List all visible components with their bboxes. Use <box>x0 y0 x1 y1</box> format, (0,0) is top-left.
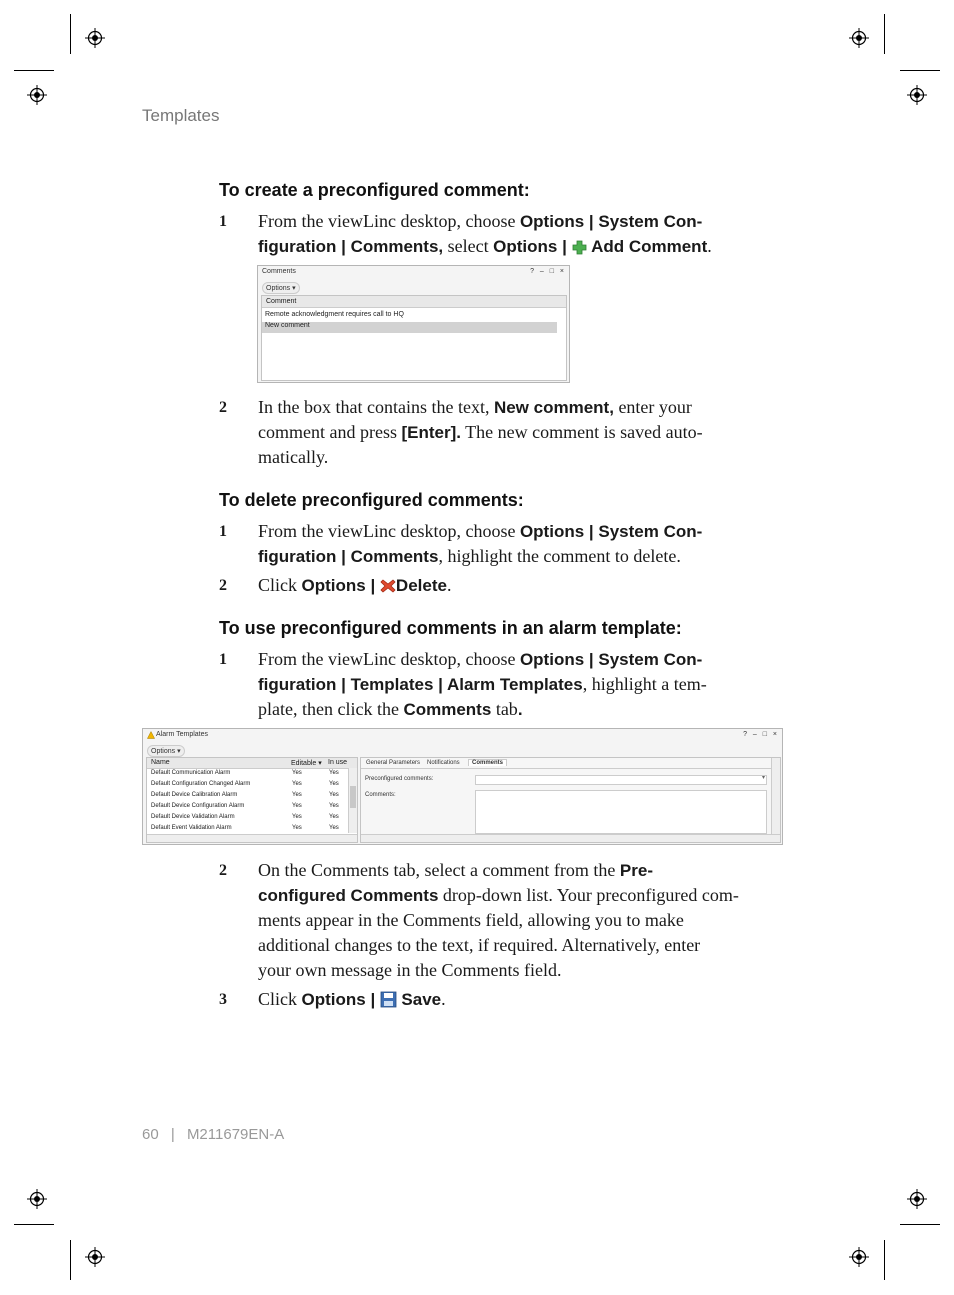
comments-grid <box>261 295 567 381</box>
step-text: From the viewLinc desktop, choose Options | System Con- figuration | Templates | Alarm Templates, highlight a tem- plate, then click the Comments tab. <box>258 649 707 719</box>
step-number: 1 <box>219 523 227 540</box>
templates-grid <box>146 757 358 843</box>
window-controls[interactable]: ? – □ × <box>743 731 779 738</box>
step-number: 3 <box>219 991 227 1008</box>
table-row[interactable]: Default Event Validation Alarm Yes Yes <box>151 825 339 831</box>
tab-notifications[interactable]: Notifications <box>427 760 460 766</box>
table-row[interactable]: Default Configuration Changed Alarm Yes Yes <box>151 781 339 787</box>
add-icon <box>572 240 587 255</box>
vertical-scrollbar[interactable] <box>348 768 357 833</box>
heading-use-comments: To use preconfigured comments in an alarm template: <box>219 618 682 638</box>
step-text: From the viewLinc desktop, choose Options | System Con- figuration | Comments, highlight the comment to delete. <box>258 521 703 566</box>
column-editable[interactable]: Editable ▾ <box>291 760 322 767</box>
crop-mark <box>70 14 71 54</box>
page-number: 60 <box>142 1126 159 1143</box>
registration-mark-icon <box>907 85 927 105</box>
options-button[interactable]: Options ▾ <box>262 282 300 294</box>
registration-mark-icon <box>27 85 47 105</box>
crop-mark <box>14 1224 54 1225</box>
warning-icon <box>147 731 155 739</box>
step-number: 2 <box>219 862 227 879</box>
table-row[interactable]: Default Communication Alarm Yes Yes <box>151 770 339 776</box>
crop-mark <box>900 1224 940 1225</box>
list-item[interactable]: Remote acknowledgment requires call to HQ <box>265 311 404 318</box>
registration-mark-icon <box>907 1189 927 1209</box>
column-name[interactable]: Name <box>151 759 170 766</box>
page-footer <box>142 1126 284 1143</box>
step-text: From the viewLinc desktop, choose Options | System Con- figuration | Comments, select Options | Add Comment. <box>258 211 712 256</box>
tab-general-parameters[interactable]: General Parameters <box>366 760 421 766</box>
step-number: 1 <box>219 213 227 230</box>
table-row[interactable]: Default Device Configuration Alarm Yes Yes <box>151 803 339 809</box>
registration-mark-icon <box>85 28 105 48</box>
delete-icon <box>380 578 396 594</box>
save-icon <box>380 991 397 1008</box>
window-controls[interactable]: ? – □ × <box>530 268 566 275</box>
heading-create-comment: To create a preconfigured comment: <box>219 180 530 200</box>
horizontal-scrollbar[interactable] <box>147 834 357 842</box>
list-item-selected[interactable]: New comment <box>262 322 557 333</box>
crop-mark <box>884 14 885 54</box>
horizontal-scrollbar[interactable] <box>361 834 780 842</box>
document-code: M211679EN-A <box>186 1126 285 1143</box>
template-details-panel <box>360 757 781 843</box>
step-text: In the box that contains the text, New comment, enter your comment and press [Enter]. The new comment is saved auto- matically. <box>258 397 703 467</box>
window-title: Alarm Templates <box>156 731 209 738</box>
footer-separator: | <box>170 1126 175 1143</box>
step-text: Click Options | Save. <box>258 989 446 1009</box>
column-in-use[interactable]: In use <box>328 759 348 766</box>
running-header: Templates <box>142 106 220 125</box>
alarm-templates-window-screenshot <box>142 728 783 845</box>
table-row[interactable]: Default Device Calibration Alarm Yes Yes <box>151 792 339 798</box>
crop-mark <box>14 70 54 71</box>
registration-mark-icon <box>85 1247 105 1267</box>
registration-mark-icon <box>27 1189 47 1209</box>
heading-delete-comments: To delete preconfigured comments: <box>219 490 524 510</box>
registration-mark-icon <box>849 1247 869 1267</box>
vertical-scrollbar[interactable] <box>771 758 780 834</box>
crop-mark <box>900 70 940 71</box>
registration-mark-icon <box>849 28 869 48</box>
step-number: 2 <box>219 399 227 416</box>
preconfigured-comments-dropdown[interactable]: ▾ <box>475 775 767 785</box>
preconfigured-comments-label: Preconfigured comments: <box>365 776 434 782</box>
column-header: Comment <box>262 296 566 308</box>
crop-mark <box>70 1240 71 1280</box>
window-title: Comments <box>262 268 296 275</box>
table-row[interactable]: Default Device Validation Alarm Yes Yes <box>151 814 339 820</box>
column-header <box>147 758 357 769</box>
comments-window-screenshot <box>257 265 570 383</box>
options-button[interactable]: Options ▾ <box>147 745 185 757</box>
comments-textarea[interactable] <box>475 790 767 834</box>
comments-label: Comments: <box>365 792 396 798</box>
step-text: Click Options | Delete. <box>258 575 452 595</box>
step-text: On the Comments tab, select a comment from the Pre- configured Comments drop-down list. Your preconfigured com- ments appear in the Comments field, allowing you to make additional changes to the text, if required. Alternatively, enter your own message in the Comments field. <box>258 860 739 980</box>
tab-comments[interactable]: Comments <box>468 759 507 766</box>
step-number: 2 <box>219 577 227 594</box>
crop-mark <box>884 1240 885 1280</box>
step-number: 1 <box>219 651 227 668</box>
